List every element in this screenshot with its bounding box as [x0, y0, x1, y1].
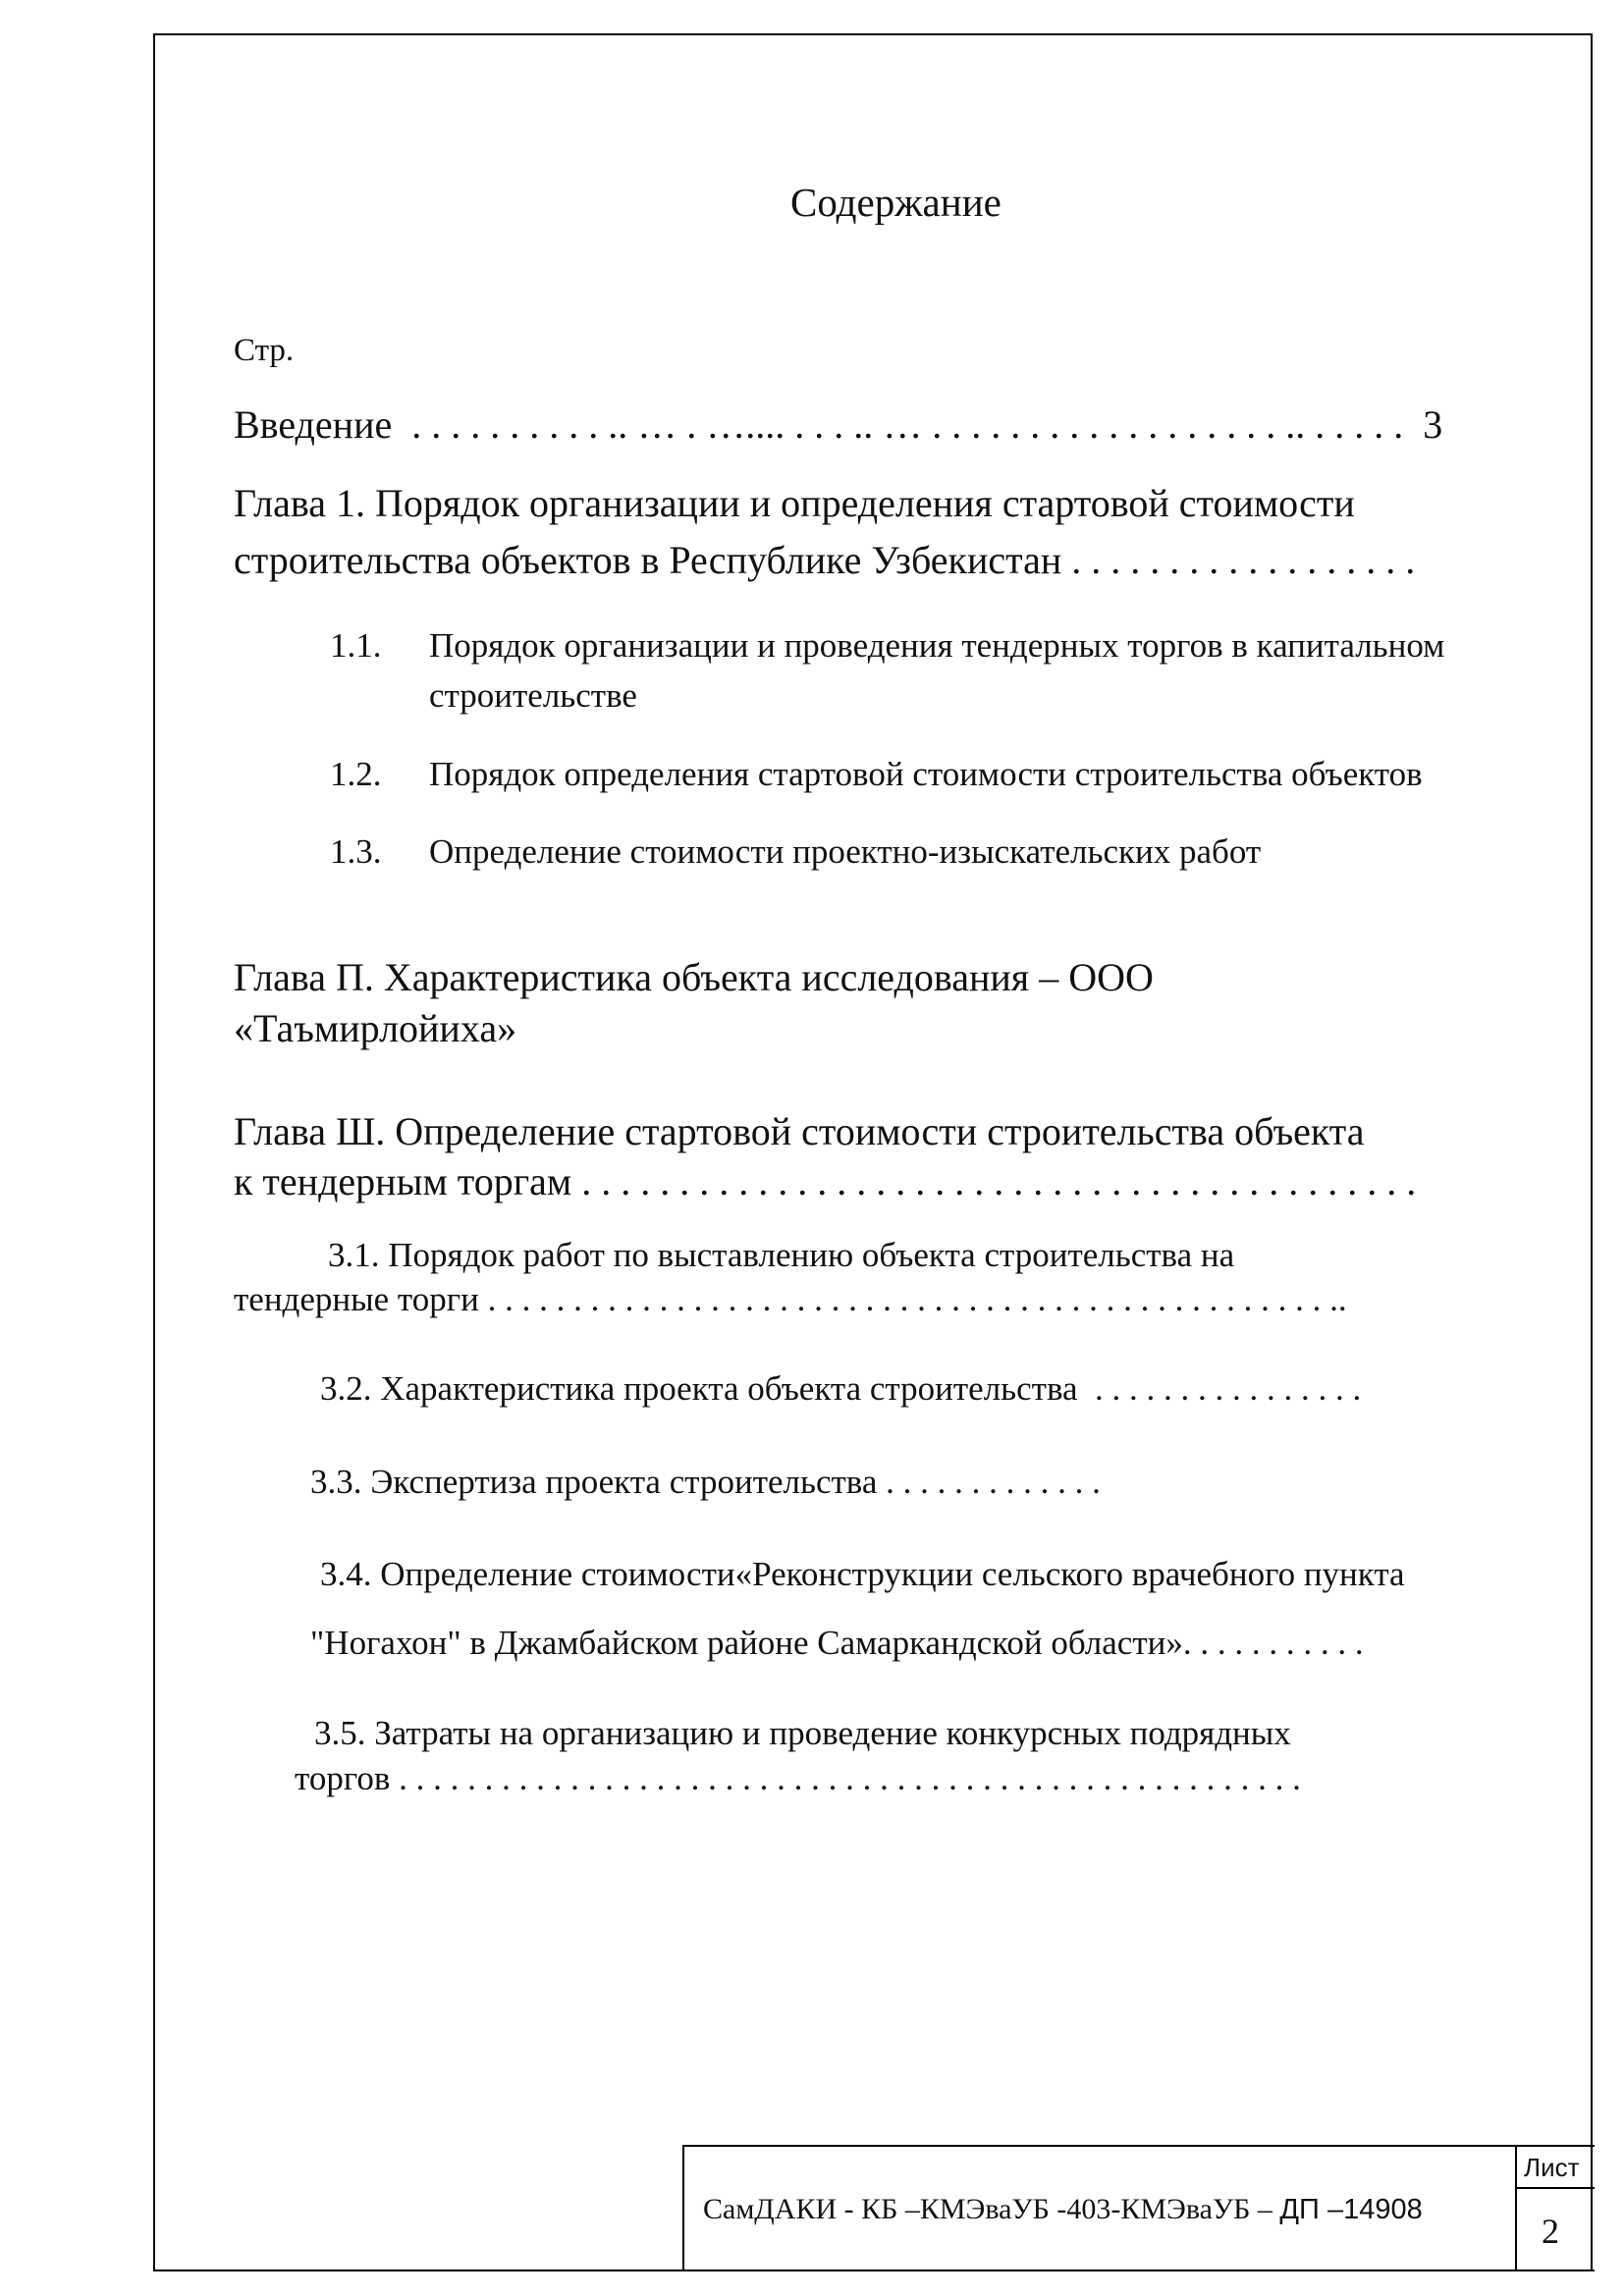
toc-entry-chapter1-line2: строительства объектов в Республике Узбекистан . . . . . . . . . . . . . . . . . .: [234, 538, 1416, 582]
toc-entry-chapter1-line1: Глава 1. Порядок организации и определения стартовой стоимости: [234, 481, 1355, 525]
toc-entry-1-3-number: 1.3.: [330, 832, 382, 871]
document-code: [703, 2193, 1423, 2226]
toc-entry-1-1-line1: Порядок организации и проведения тендерных торгов в капитальном: [429, 626, 1445, 665]
toc-entry-3-1-line2: тендерные торги . . . . . . . . . . . . . . . . . . . . . . . . . . . . . . . . . . . . . . . . . . . . . . . . . ..: [234, 1280, 1347, 1318]
sheet-number: 2: [1542, 2212, 1559, 2251]
toc-entry-1-1-number: 1.1.: [330, 626, 382, 665]
document-code-sans: ДП –14908: [1279, 2194, 1423, 2225]
page-column-label: Стр.: [234, 333, 295, 368]
toc-entry-1-3-text: Определение стоимости проектно-изыскательских работ: [429, 832, 1262, 871]
toc-entry-3-2: 3.2. Характеристика проекта объекта строительства . . . . . . . . . . . . . . . .: [320, 1369, 1362, 1408]
sheet-label: Лист: [1524, 2153, 1580, 2182]
toc-entry-3-5-line2: торгов . . . . . . . . . . . . . . . . . . . . . . . . . . . . . . . . . . . . . . . . . . . . . . . . . . . . .: [295, 1759, 1301, 1797]
toc-entry-3-3: 3.3. Экспертиза проекта строительства . . . . . . . . . . . . .: [310, 1463, 1101, 1501]
document-code-serif: СамДАКИ - КБ –КМЭваУБ -403-КМЭваУБ –: [703, 2193, 1280, 2225]
toc-entry-chapter2-line2: «Таъмирлойиха»: [234, 1006, 517, 1050]
toc-entry-3-4-line1: 3.4. Определение стоимости«Реконструкции сельского врачебного пункта: [320, 1555, 1405, 1593]
toc-entry-chapter2-line1: Глава П. Характеристика объекта исследования – ООО: [234, 955, 1154, 999]
toc-entry-3-5-line1: 3.5. Затраты на организацию и проведение конкурсных подрядных: [314, 1714, 1291, 1752]
toc-entry-1-2-text: Порядок определения стартовой стоимости строительства объектов: [429, 755, 1423, 793]
toc-entry-3-4-line2: "Ногахон" в Джамбайском районе Самаркандской области». . . . . . . . . . .: [310, 1624, 1364, 1662]
toc-entry-intro: Введение . . . . . . . . . . .. … . ….... . . . .. … . . . . . . . . . . . . . . . . . . .. . . . . . 3: [234, 402, 1443, 447]
toc-entry-chapter3-line1: Глава Ш. Определение стартовой стоимости строительства объекта: [234, 1109, 1365, 1153]
toc-entry-1-2-number: 1.2.: [330, 755, 382, 793]
toc-entry-3-1-line1: 3.1. Порядок работ по выставлению объекта строительства на: [328, 1236, 1235, 1274]
toc-entry-chapter3-line2: к тендерным торгам . . . . . . . . . . . . . . . . . . . . . . . . . . . . . . . . . . . . . . . . . . .: [234, 1159, 1417, 1203]
toc-entry-1-1-line2: строительстве: [429, 676, 637, 715]
page-title: Содержание: [790, 180, 1001, 225]
sheet-box-divider: [1515, 2187, 1595, 2189]
